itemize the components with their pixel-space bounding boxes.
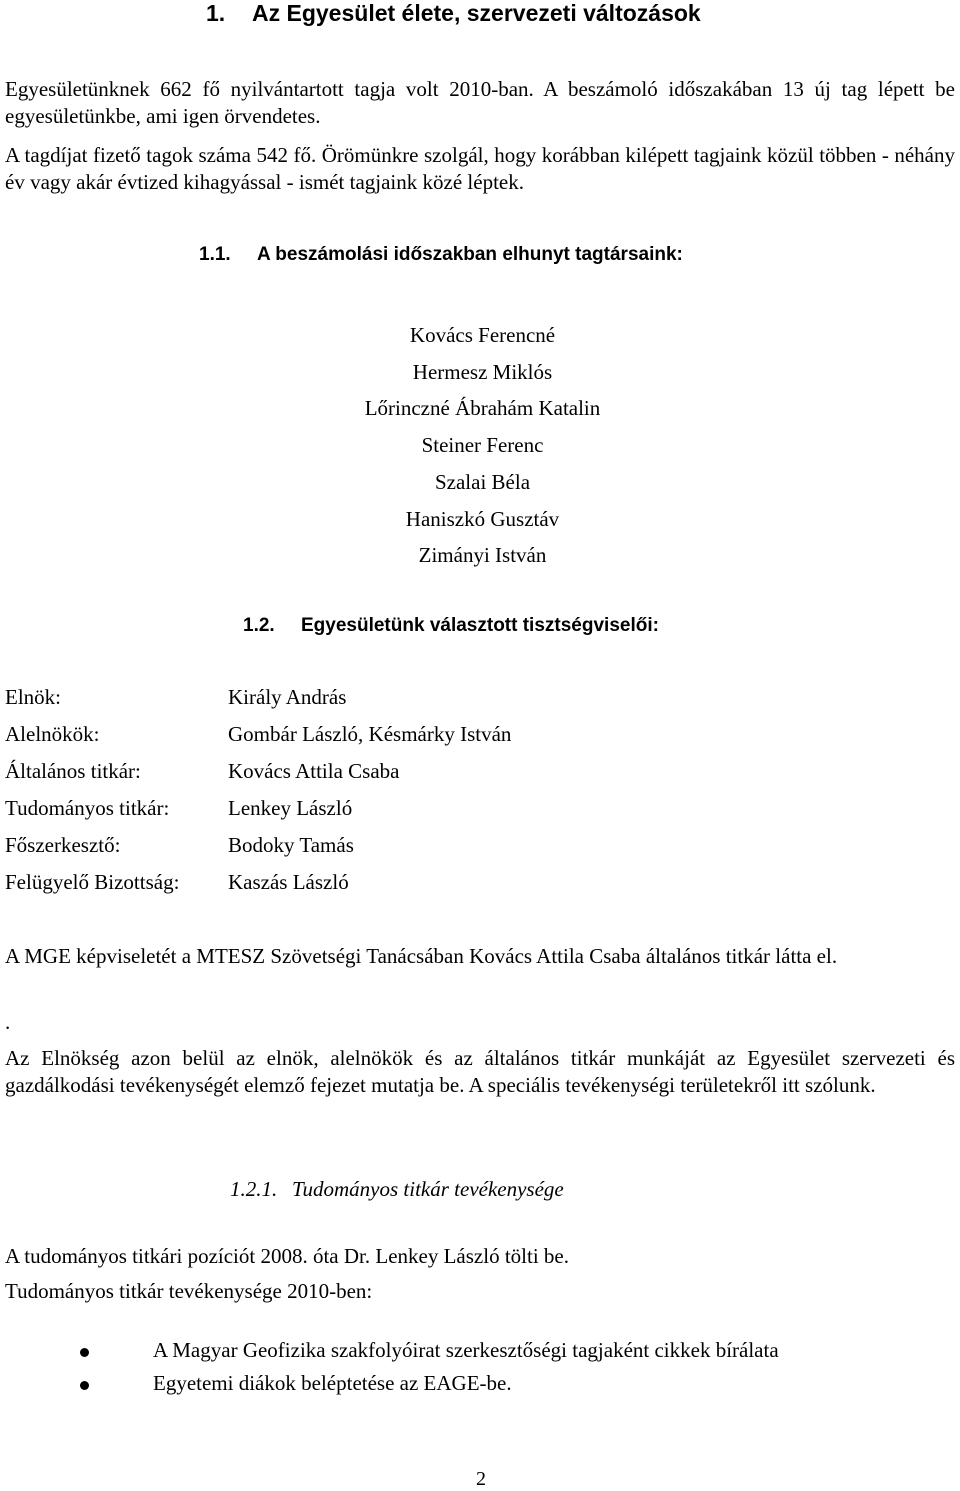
section-heading-1-2 [243, 615, 659, 637]
subsection-title: Tudományos titkár tevékenysége [292, 1177, 564, 1201]
main-heading [206, 0, 701, 27]
secretary-line-2: Tudományos titkár tevékenysége 2010-ben: [5, 1279, 373, 1303]
deceased-member: Kovács Ferencné [409, 323, 556, 347]
officer-role: Elnök: [5, 685, 61, 709]
officer-row [5, 759, 399, 784]
officer-row [5, 722, 511, 747]
section-number: 1.2. [243, 615, 275, 636]
section-number: 1.1. [199, 244, 231, 265]
deceased-member: Lőrinczné Ábrahám Katalin [364, 396, 601, 421]
officer-row [5, 796, 352, 821]
officer-role: Főszerkesztő: [5, 833, 121, 857]
deceased-member: Haniszkó Gusztáv [405, 506, 560, 531]
officer-name: Kovács Attila Csaba [228, 759, 400, 783]
heading-title: Az Egyesület élete, szervezeti változások [252, 0, 701, 26]
officer-name: Kaszás László [228, 870, 349, 894]
intro-paragraph-2: A tagdíjat fizető tagok száma 542 fő. Örömünkre szolgál, hogy korábban kilépett tagjaink közül többen - néhány év vagy akár évtized kihagyással - ismét tagjaink közé léptek. [5, 143, 955, 194]
section-title: Egyesületünk választott tisztségviselői: [301, 615, 659, 636]
officer-role: Alelnökök: [5, 722, 100, 746]
officer-role: Tudományos titkár: [5, 796, 170, 820]
bullet-text: A Magyar Geofizika szakfolyóirat szerkesztőségi tagjaként cikkek bírálata [153, 1338, 779, 1362]
deceased-member: Hermesz Miklós [412, 359, 553, 384]
officer-row [5, 870, 349, 895]
intro-paragraph-1: Egyesületünknek 662 fő nyilvántartott tagja volt 2010-ban. A beszámoló időszakában 13 új tag lépett be egyesületünkbe, ami igen örvendetes. [5, 77, 955, 128]
deceased-member: Szalai Béla [434, 469, 531, 494]
officer-role: Felügyelő Bizottság: [5, 870, 180, 894]
deceased-member: Steiner Ferenc [421, 433, 544, 458]
elnokseg-paragraph: Az Elnökség azon belül az elnök, alelnökök és az általános titkár munkáját az Egyesület szervezeti és gazdálkodási tevékenységét elemző fejezet mutatja be. A speciális tevékenységi területekről itt szólunk. [5, 1046, 955, 1097]
page-number: 2 [476, 1468, 486, 1490]
bullet-icon [80, 1348, 89, 1357]
stray-dot: . [5, 1010, 11, 1034]
officer-name: Gombár László, Késmárky István [228, 722, 512, 746]
officer-role: Általános titkár: [5, 759, 141, 783]
officer-name: Bodoky Tamás [228, 833, 354, 857]
deceased-member: Zimányi István [418, 543, 547, 568]
subsection-heading-1-2-1 [230, 1177, 564, 1202]
officer-row [5, 685, 346, 710]
officer-row [5, 833, 354, 858]
officer-name: Király András [228, 685, 347, 709]
heading-number: 1. [206, 0, 226, 26]
secretary-line-1: A tudományos titkári pozíciót 2008. óta Dr. Lenkey László tölti be. [5, 1244, 569, 1268]
mtesz-paragraph: A MGE képviseletét a MTESZ Szövetségi Tanácsában Kovács Attila Csaba általános titkár látta el. [5, 944, 838, 968]
section-heading-1-1 [199, 244, 683, 266]
bullet-text: Egyetemi diákok beléptetése az EAGE-be. [153, 1371, 512, 1395]
subsection-number: 1.2.1. [230, 1177, 278, 1201]
deceased-members-list [0, 317, 960, 574]
officer-name: Lenkey László [228, 796, 353, 820]
bullet-icon [80, 1381, 89, 1390]
section-title: A beszámolási időszakban elhunyt tagtársaink: [257, 244, 683, 265]
